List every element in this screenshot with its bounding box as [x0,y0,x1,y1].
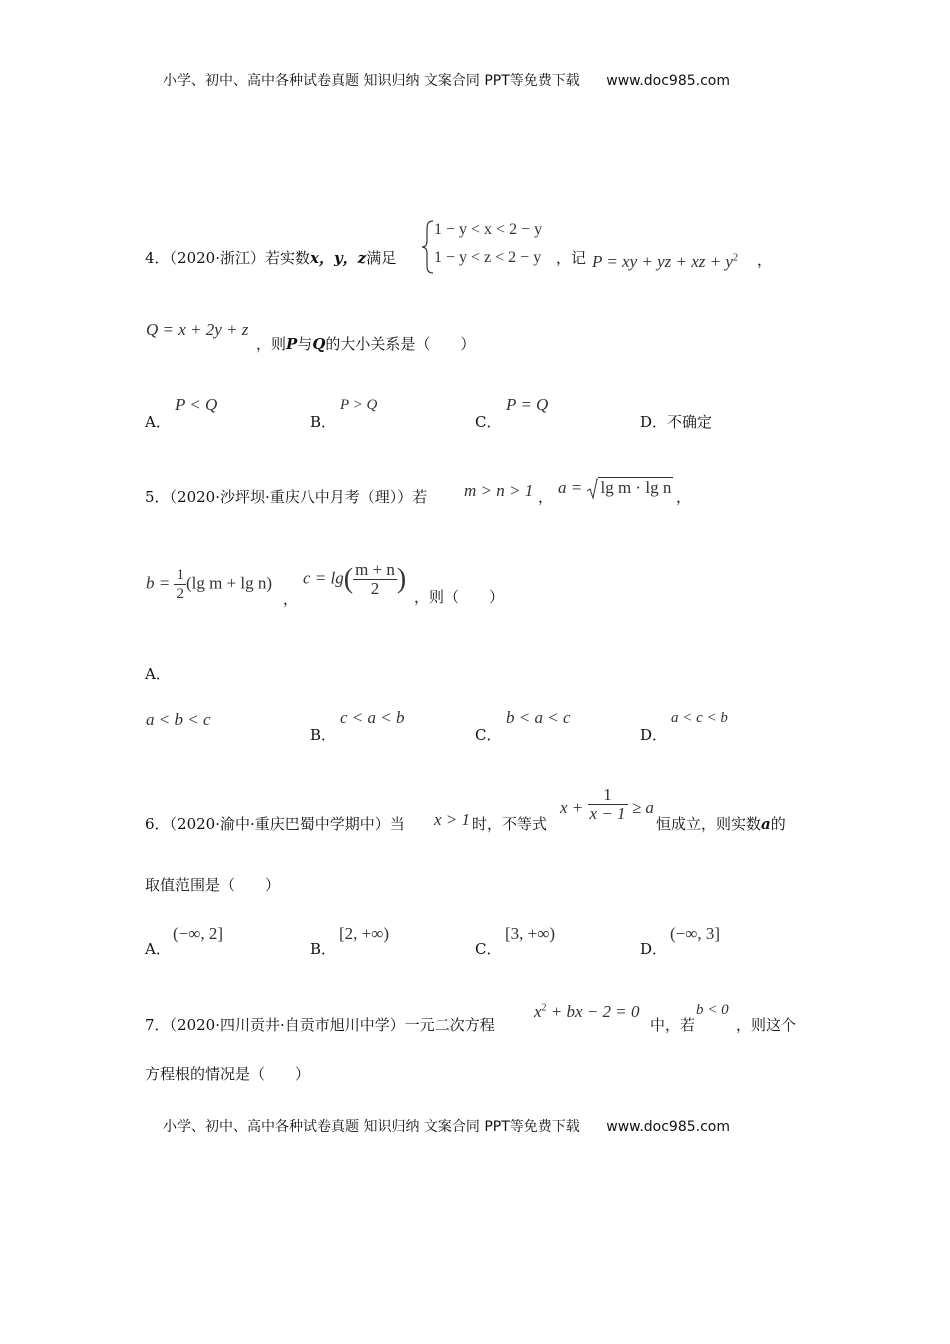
q4-p: P [286,335,298,353]
q4-option-c[interactable] [475,411,501,432]
q4-sys-line2: 1 − y < z < 2 − y [434,249,542,266]
q4-option-c-math: P = Q [506,395,549,414]
q4-sys-line1: 1 − y < x < 2 − y [434,221,543,238]
q6-option-a[interactable] [145,938,171,959]
q6-option-b-math: [2, +∞) [339,924,390,943]
q6-option-c-math: [3, +∞) [505,924,556,943]
option-label: D． [640,940,668,958]
q5-option-b[interactable] [310,724,336,745]
q6-text: 时，不等式 [472,815,548,833]
q7-source: （2020·四川贡井·自贡市旭川中学） [169,1016,405,1034]
option-label: D． [640,413,668,431]
q4-p-sup: 2 [732,252,738,264]
q6-option-d-math: (−∞, 3] [670,924,721,943]
frac-num: 1 [176,567,184,583]
q4-text: 若实数 [265,249,311,267]
option-label: C． [475,413,502,431]
q4-comma: ， [757,251,773,269]
option-label: C． [475,726,502,744]
q5-then: ，则（ ） [414,588,505,606]
q5-comma: ， [283,590,299,608]
q4-q: Q [312,335,326,353]
q4-text: ，则 [256,335,287,353]
q6-condition: x > 1 [434,810,471,829]
option-label: A． [145,413,171,431]
q4-p-expr: P = xy + yz + xz + y [592,252,733,271]
sqrt-icon [586,478,598,500]
q6-ineq-rhs: ≥ a [631,798,654,817]
option-label: D． [640,726,668,744]
q4-option-a-math: P < Q [175,395,218,414]
q5-c-fraction [353,561,397,598]
frac-num: 1 [588,786,628,805]
right-paren: ) [396,563,407,595]
q5-source: （2020·沙坪坝·重庆八中月考（理）） [169,488,413,506]
q7-text: 一元二次方程 [404,1016,495,1034]
q4-option-a[interactable] [145,411,171,432]
frac-den: 2 [370,579,380,598]
frac-den: 2 [176,586,184,602]
q7-eq-rest: + bx − 2 = 0 [550,1002,640,1021]
footer-url[interactable]: www.doc985.com [606,1119,730,1135]
q5-c-lhs: c = lg [303,568,344,588]
q5-option-c[interactable] [475,724,501,745]
q6-option-c[interactable] [475,938,501,959]
q7-condition: b < 0 [696,1002,729,1018]
question-6-line1 [145,813,405,834]
q5-option-d-math: a < c < b [671,710,728,726]
q5-option-a-math: a < b < c [146,710,211,729]
q6-text: 当 [389,815,405,833]
header-url[interactable]: www.doc985.com [606,73,730,89]
option-label: B． [310,940,337,958]
q5-text: 若 [412,488,428,506]
q4-q-definition: Q = x + 2y + z [146,320,249,339]
q5-option-b-math: c < a < b [340,708,405,727]
q4-number: 4． [145,249,170,267]
option-label: B． [310,726,337,744]
q6-ineq-x: x + [560,798,584,817]
page-header [163,70,730,90]
q5-c-definition [303,561,406,598]
q4-text: 与 [297,335,313,353]
q6-text: 恒成立，则实数 [656,815,762,833]
q6-number: 6． [145,815,170,833]
q5-comma: ， [676,488,692,506]
q6-option-d[interactable] [640,938,667,959]
q5-b-fraction [174,566,186,603]
q4-option-d[interactable] [640,411,712,432]
q6-fraction [588,786,628,823]
q6-option-a-math: (−∞, 2] [173,924,224,943]
q5-a-lhs: a = [558,478,583,497]
page-footer [163,1116,730,1136]
q7-equation [534,1002,640,1022]
q5-b-lhs: b = [146,573,171,593]
q5-option-d[interactable] [640,724,667,745]
q4-option-b-math: P > Q [340,397,378,413]
q4-text: 的大小关系是（ ） [325,335,476,353]
q4-remember: ，记 [556,249,587,267]
q4-text: 满足 [366,249,397,267]
q7-number: 7． [145,1016,170,1034]
question-7-line1 [145,1014,495,1035]
left-paren: ( [343,563,354,595]
option-label: A． [145,940,171,958]
q6-a: a [761,815,771,833]
option-text: 不确定 [667,413,713,431]
q5-a-radicand: lg m · lg n [600,478,672,497]
q5-option-a[interactable] [145,663,171,684]
q5-option-c-math: b < a < c [506,708,571,727]
q4-source: （2020·浙江） [169,249,265,267]
frac-num: m + n [355,560,395,579]
option-label: B． [310,413,337,431]
q7-text: ，则这个 [736,1016,797,1034]
q5-number: 5． [145,488,170,506]
option-label: A． [145,665,171,683]
question-4-line1 [145,247,396,268]
q6-inequality [560,786,654,823]
question-7-line2: 方程根的情况是（ ） [145,1065,311,1083]
question-6-line2: 取值范围是（ ） [145,876,281,894]
q4-vars: x，y，z [310,249,367,267]
q5-b-definition [146,566,272,603]
footer-text: 小学、初中、高中各种试卷真题 知识归纳 文案合同 PPT等免费下载 [163,1119,580,1135]
question-5-line1 [145,486,427,507]
q6-option-b[interactable] [310,938,336,959]
q6-text: 的 [770,815,786,833]
option-label: C． [475,940,502,958]
q4-option-b[interactable] [310,411,336,432]
q5-b-rhs: (lg m + lg n) [185,573,273,593]
q5-comma: ， [538,488,554,506]
q5-condition: m > n > 1 [464,481,534,500]
q5-a-definition [558,478,673,500]
q7-eq-x: x [534,1002,542,1021]
question-6-line1b [656,813,786,834]
frac-den: x − 1 [589,804,626,823]
header-text: 小学、初中、高中各种试卷真题 知识归纳 文案合同 PPT等免费下载 [163,73,580,89]
q7-eq-sup: 2 [541,1002,547,1014]
q7-text: 中，若 [650,1016,696,1034]
question-4-line2 [256,333,475,354]
q4-p-definition [592,252,738,272]
q6-source: （2020·渝中·重庆巴蜀中学期中） [169,815,390,833]
